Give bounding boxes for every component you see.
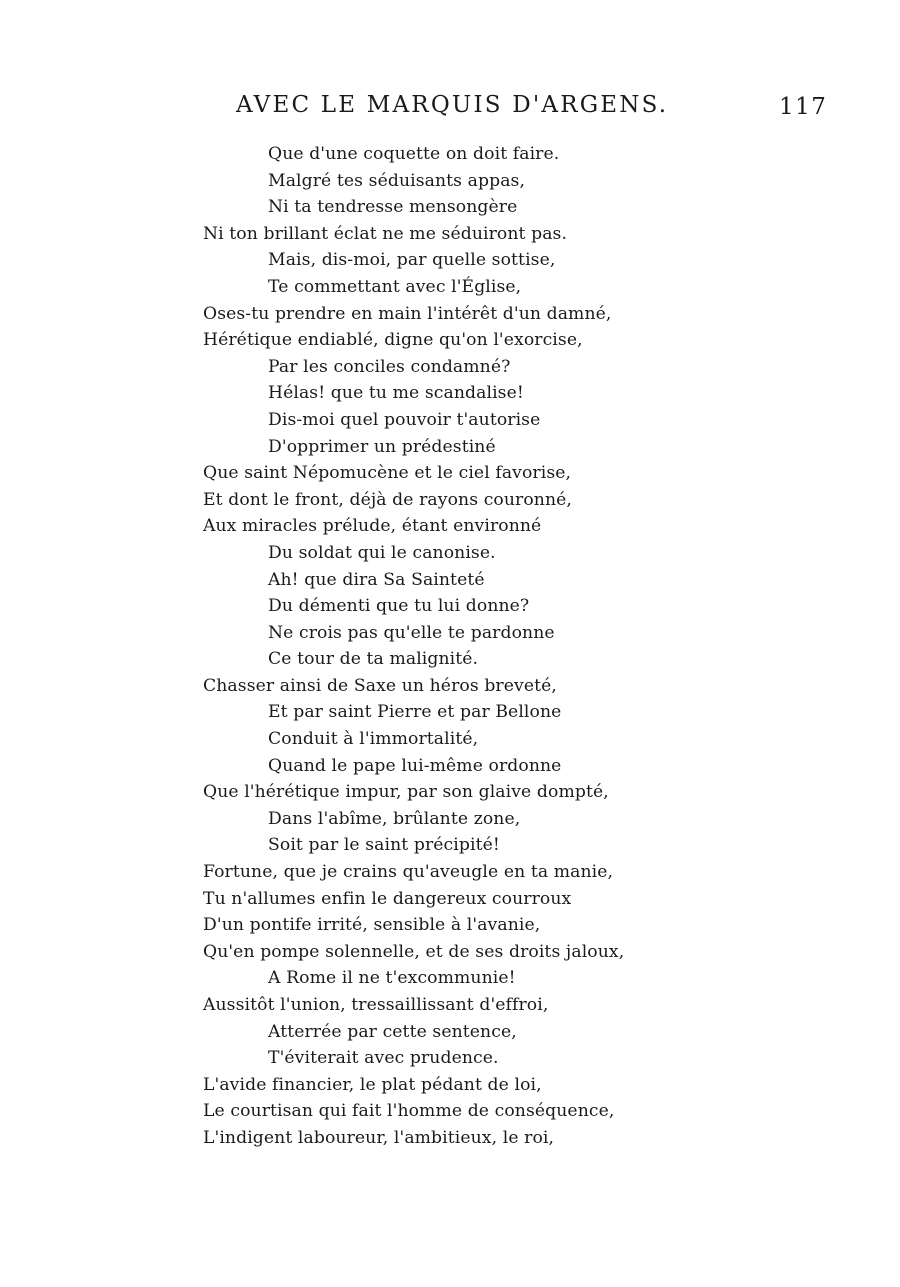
page-number: 117 bbox=[779, 94, 828, 120]
verse-line: Soit par le saint précipité! bbox=[268, 835, 500, 856]
verse-line: Ah! que dira Sa Sainteté bbox=[268, 569, 485, 590]
verse-line: A Rome il ne t'excommunie! bbox=[268, 968, 516, 989]
verse-line: Qu'en pompe solennelle, et de ses droits jaloux, bbox=[203, 941, 625, 962]
verse-line: Quand le pape lui-même ordonne bbox=[268, 755, 562, 776]
verse-line: D'un pontife irrité, sensible à l'avanie, bbox=[203, 915, 541, 936]
verse-line: Mais, dis-moi, par quelle sottise, bbox=[268, 250, 556, 271]
verse-line: Tu n'allumes enfin le dangereux courroux bbox=[203, 888, 572, 909]
verse-line: T'éviterait avec prudence. bbox=[268, 1048, 499, 1069]
verse-line: Aussitôt l'union, tressaillissant d'effroi, bbox=[203, 995, 549, 1015]
verse-line: Que saint Népomucène et le ciel favorise, bbox=[203, 463, 572, 484]
verse-line: Hérétique endiablé, digne qu'on l'exorcise, bbox=[203, 330, 583, 351]
running-head: AVEC LE MARQUIS D'ARGENS. bbox=[236, 92, 669, 118]
verse-line: Que d'une coquette on doit faire. bbox=[268, 144, 560, 164]
verse-line: Fortune, que je crains qu'aveugle en ta manie, bbox=[203, 862, 614, 883]
verse-line: Du soldat qui le canonise. bbox=[268, 542, 496, 563]
verse-line: Malgré tes séduisants appas, bbox=[268, 170, 526, 191]
verse-line: Ni ta tendresse mensongère bbox=[268, 197, 518, 218]
verse-line: Hélas! que tu me scandalise! bbox=[268, 383, 524, 404]
verse-line: Ne crois pas qu'elle te pardonne bbox=[268, 622, 555, 643]
verse-line: Le courtisan qui fait l'homme de conséquence, bbox=[203, 1101, 615, 1122]
verse-line: Aux miracles prélude, étant environné bbox=[203, 516, 542, 537]
verse-line: D'opprimer un prédestiné bbox=[268, 436, 496, 457]
verse-line: Te commettant avec l'Église, bbox=[268, 276, 522, 297]
verse-line: Ce tour de ta malignité. bbox=[268, 649, 479, 670]
verse-line: Ni ton brillant éclat ne me séduiront pas. bbox=[203, 223, 568, 244]
verse-line: Dans l'abîme, brûlante zone, bbox=[268, 808, 521, 829]
poem-text bbox=[203, 141, 663, 1152]
verse-line: Que l'hérétique impur, par son glaive dompté, bbox=[203, 782, 609, 803]
verse-line: Par les conciles condamné? bbox=[268, 356, 511, 377]
verse-line: Oses-tu prendre en main l'intérêt d'un damné, bbox=[203, 303, 612, 324]
verse-line: Conduit à l'immortalité, bbox=[268, 729, 479, 750]
verse-line: Et dont le front, déjà de rayons couronné, bbox=[203, 489, 572, 510]
verse-line: L'avide financier, le plat pédant de loi, bbox=[203, 1074, 542, 1095]
verse-line: Du démenti que tu lui donne? bbox=[268, 596, 530, 617]
verse-line: Dis-moi quel pouvoir t'autorise bbox=[268, 409, 541, 430]
verse-line: L'indigent laboureur, l'ambitieux, le roi, bbox=[203, 1127, 555, 1148]
verse-line: Chasser ainsi de Saxe un héros breveté, bbox=[203, 675, 557, 696]
verse-line: Atterrée par cette sentence, bbox=[268, 1021, 517, 1042]
verse-line: Et par saint Pierre et par Bellone bbox=[268, 702, 562, 723]
